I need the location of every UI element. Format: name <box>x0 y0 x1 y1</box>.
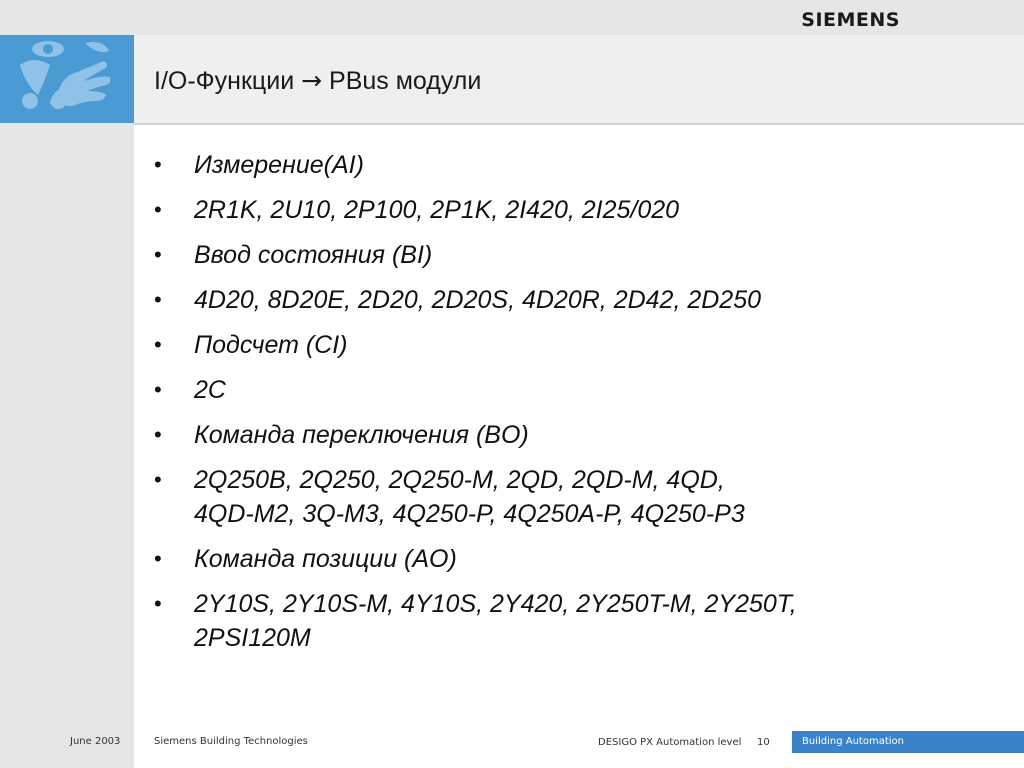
bullet-icon: • <box>154 152 162 177</box>
title-divider <box>134 123 1024 125</box>
title-right: PBus модули <box>329 67 482 95</box>
list-item <box>150 418 990 452</box>
page-number: 10 <box>757 737 770 748</box>
footer <box>0 728 1024 768</box>
list-item-text: Команда переключения (BO) <box>194 421 529 449</box>
list-item-text-continued: 2PSI120M <box>194 624 311 652</box>
page-title <box>154 66 481 96</box>
list-item <box>150 542 990 576</box>
list-item <box>150 587 990 655</box>
bullet-icon: • <box>154 287 162 312</box>
list-item <box>150 193 990 227</box>
footer-tag: Building Automation <box>792 731 1024 753</box>
list-item <box>150 148 990 182</box>
list-item <box>150 238 990 272</box>
list-item <box>150 463 990 531</box>
bullet-icon: • <box>154 332 162 357</box>
bullet-icon: • <box>154 546 162 571</box>
list-item-text-continued: 4QD-M2, 3Q-M3, 4Q250-P, 4Q250A-P, 4Q250-P3 <box>194 500 745 528</box>
list-item <box>150 328 990 362</box>
bullet-icon: • <box>154 467 162 492</box>
content-area <box>150 148 990 666</box>
list-item-text: Команда позиции (AO) <box>194 545 457 573</box>
siemens-logo: SIEMENS <box>801 9 900 31</box>
list-item-text: 4D20, 8D20E, 2D20, 2D20S, 4D20R, 2D42, 2D250 <box>194 286 762 314</box>
list-item <box>150 283 990 317</box>
top-band <box>0 0 1024 35</box>
decorative-image-icon <box>0 35 134 123</box>
bullet-icon: • <box>154 197 162 222</box>
footer-product: DESIGO PX Automation level <box>598 737 742 748</box>
list-item-text: 2Y10S, 2Y10S-M, 4Y10S, 2Y420, 2Y250T-M, 2Y250T, <box>194 590 797 618</box>
bullet-list <box>150 148 990 655</box>
list-item <box>150 373 990 407</box>
bullet-icon: • <box>154 242 162 267</box>
list-item-text: 2Q250B, 2Q250, 2Q250-M, 2QD, 2QD-M, 4QD, <box>194 466 725 494</box>
bullet-icon: • <box>154 591 162 616</box>
list-item-text: 2R1K, 2U10, 2P100, 2P1K, 2I420, 2I25/020 <box>194 196 680 224</box>
list-item-text: 2C <box>194 376 226 404</box>
footer-company: Siemens Building Technologies <box>154 736 308 747</box>
list-item-text: Измерение(AI) <box>194 151 364 179</box>
bullet-icon: • <box>154 422 162 447</box>
arrow-icon: → <box>301 66 323 95</box>
title-left: I/O-Функции <box>154 67 295 95</box>
footer-date: June 2003 <box>70 736 121 747</box>
bullet-icon: • <box>154 377 162 402</box>
list-item-text: Ввод состояния (BI) <box>194 241 433 269</box>
list-item-text: Подсчет (CI) <box>194 331 348 359</box>
